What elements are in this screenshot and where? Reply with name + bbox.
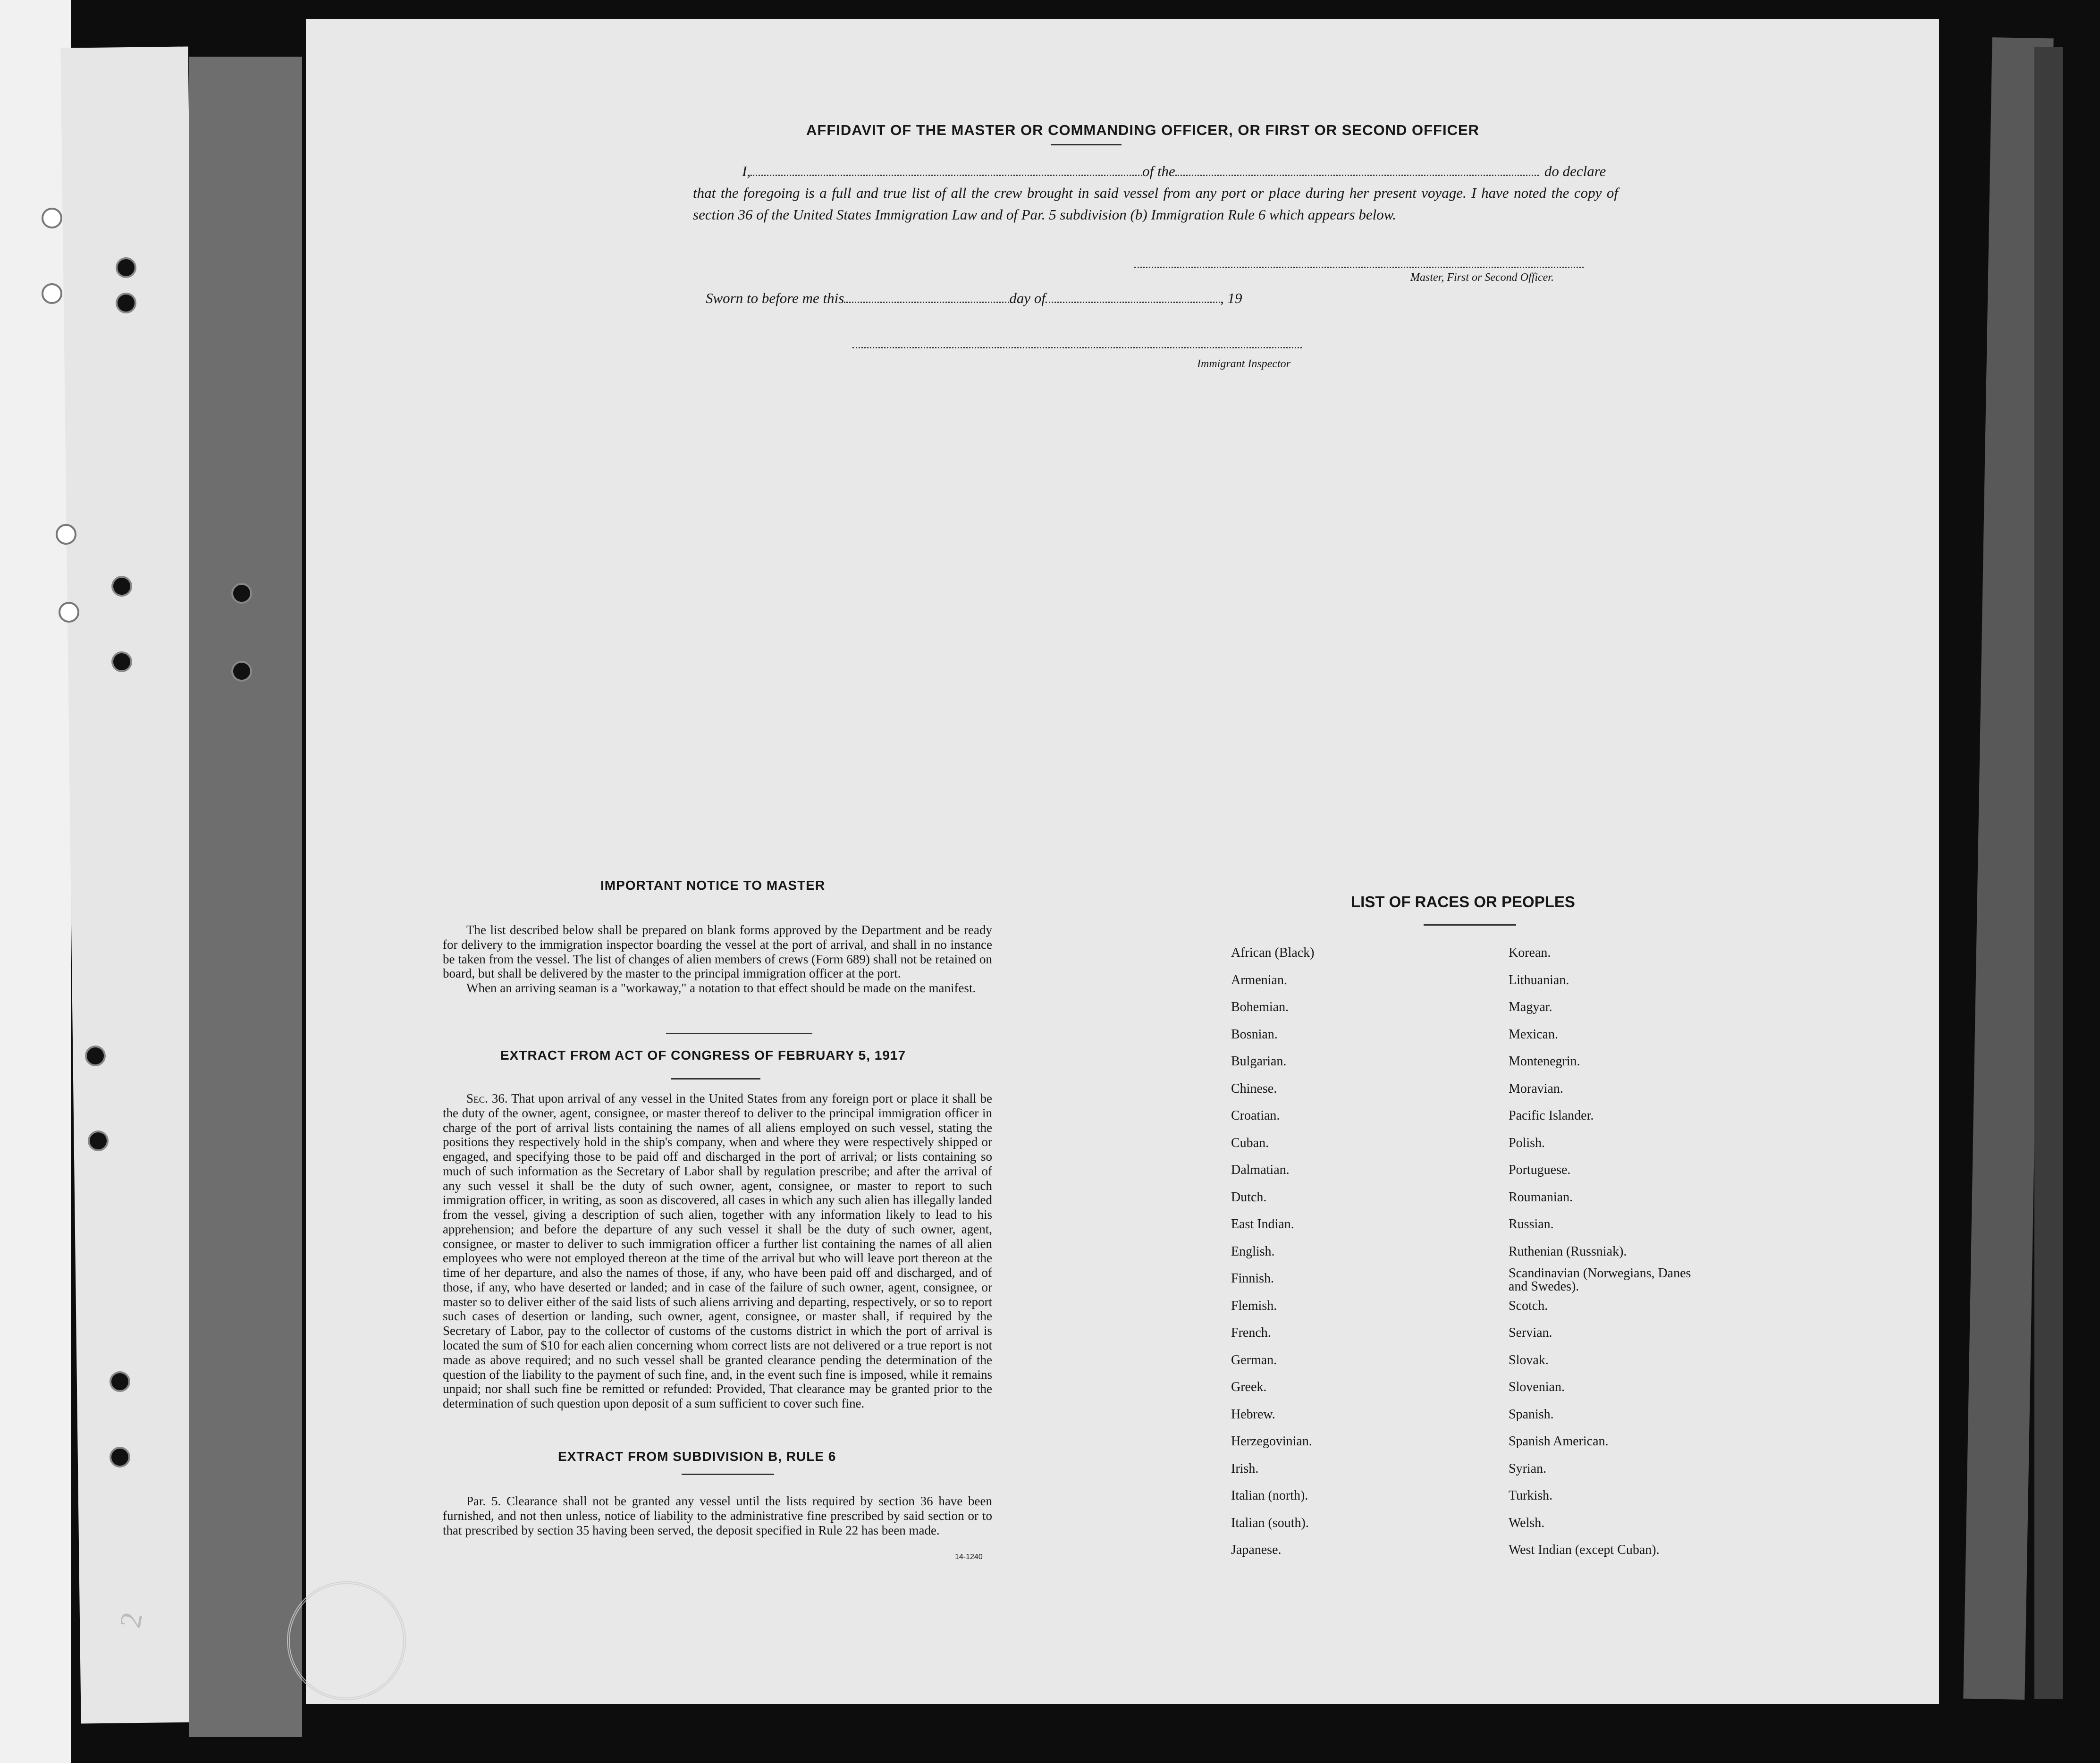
race-item: Roumanian. <box>1509 1189 1573 1205</box>
notice-body <box>443 923 992 995</box>
races-right-column <box>1509 939 1707 1564</box>
punch-hole <box>42 283 62 304</box>
race-item: Ruthenian (Russniak). <box>1509 1244 1627 1259</box>
notice-paragraph-text: The list described below shall be prepared on blank forms approved by the Department and be ready for delivery to the immigration inspector boarding the vessel at the port of arrival, and shall in no instance be taken from the vessel. The list of changes of alien members of crews (Form 689) shall not be retained on board, but shall be delivered by the master to the principal immigration officer at the port. <box>443 923 992 981</box>
race-item: Scandinavian (Norwegians, Danes and Swedes). <box>1509 1266 1691 1294</box>
race-item: East Indian. <box>1231 1217 1294 1232</box>
race-item: Spanish. <box>1509 1407 1554 1422</box>
punch-hole <box>111 651 132 672</box>
inspector-label: Immigrant Inspector <box>1197 358 1290 370</box>
do-declare-label: do declare <box>1544 163 1606 179</box>
race-item: Scotch. <box>1509 1298 1548 1313</box>
race-item: Italian (north). <box>1231 1488 1308 1503</box>
race-item: Armenian. <box>1231 972 1287 987</box>
of-the-label: of the <box>1142 163 1175 179</box>
affidavit-declaration <box>693 160 1892 226</box>
race-item: English. <box>1231 1244 1275 1259</box>
punch-hole <box>116 293 136 313</box>
race-item: Irish. <box>1231 1461 1259 1476</box>
section-36-body: That upon arrival of any vessel in the United States from any foreign port or place it shall be the duty of the owner, agent, consignee, or master thereof to deliver to the principal immigration officer in charge of the port of arrival lists containing the names of all aliens employed on such vessel, stating the positions they respectively hold in the ship's company, when and where they were respectively shipped or engaged, and specifying those to be paid off and discharged in the port of arrival; or lists containing so much of such information as the Secretary of Labor shall by regulation prescribe; and after the arrival of any such vessel it shall be the duty of such owner, agent, consignee, or master to report to such immigration officer, in writing, as soon as discovered, all cases in which any such alien has illegally landed from the vessel, giving a description of such alien, together with any information likely to lead to his apprehension; and before the departure of any such vessel it shall be the duty of such owner, agent, consignee, or master to deliver to such immigration officer a further list containing the names of all alien employees who were not employed thereon at the time of the arrival but who will leave port thereon at the time of her departure, and also the names of those, if any, who have been paid off and discharged, and of those, if any, who have deserted or landed; and in case of the failure of such owner, agent, consignee, or master so to deliver either of the said lists of such aliens arriving and departing, respectively, or so to report such cases of desertion or landing, such owner, agent, consignee, or master shall, if required by the Secretary of Labor, pay to the collector of customs of the customs district in which the port of arrival is located the sum of $10 for each alien concerning whom correct lists are not delivered or a true report is not made as above required; and no such vessel shall be granted clearance pending the determination of the question of the liability to the payment of such fine, and, in the event such fine is imposed, while it remains unpaid; nor shall such fine be remitted or refunded: Provided, That clearance may be granted prior to the determination of such question upon deposit of a sum sufficient to cover such fine. <box>443 1091 992 1411</box>
race-item: Finnish. <box>1231 1271 1274 1286</box>
race-item: Lithuanian. <box>1509 972 1569 987</box>
race-item: Mexican. <box>1509 1027 1558 1042</box>
divider <box>1051 144 1122 145</box>
race-item: Slovak. <box>1509 1352 1549 1367</box>
vessel-name-field[interactable] <box>1175 175 1539 176</box>
affidavit-i-label: I, <box>742 163 751 179</box>
race-item: Portuguese. <box>1509 1163 1571 1177</box>
sworn-year-label: , 19 <box>1220 290 1242 306</box>
sworn-line <box>706 290 1242 307</box>
extract-rule-title: EXTRACT FROM SUBDIVISION B, RULE 6 <box>558 1449 836 1464</box>
race-item: Pacific Islander. <box>1509 1108 1594 1123</box>
extract-act-title: EXTRACT FROM ACT OF CONGRESS OF FEBRUARY 5, 1917 <box>500 1048 906 1063</box>
notice-paragraph <box>443 923 992 981</box>
punch-hole <box>42 208 62 228</box>
race-item: Italian (south). <box>1231 1515 1309 1530</box>
race-item: Slovenian. <box>1509 1380 1565 1394</box>
divider <box>671 1078 760 1080</box>
rule-6-paragraph <box>443 1494 992 1537</box>
punch-hole <box>59 602 79 623</box>
race-item: Polish. <box>1509 1135 1545 1150</box>
embossed-seal <box>287 1581 406 1700</box>
affidavit-body: that the foregoing is a full and true list of all the crew brought in said vessel from any port or place during her present voyage. I have noted the copy of section 36 of the United States Immigration Law and of Par. 5 subdivision (b) Immigration Rule 6 which appears below. <box>693 185 1618 223</box>
right-sheet-shadow <box>2034 47 2063 1699</box>
punch-hole <box>110 1371 130 1392</box>
punch-hole <box>231 661 252 682</box>
race-item: Bulgarian. <box>1231 1054 1287 1069</box>
document-page <box>306 19 1939 1704</box>
sworn-prefix: Sworn to before me this <box>706 290 844 306</box>
race-item: Dutch. <box>1231 1189 1267 1205</box>
inspector-signature-field[interactable] <box>852 347 1302 348</box>
master-signature-field[interactable] <box>1134 267 1584 268</box>
punch-hole <box>111 576 132 597</box>
race-item: Croatian. <box>1231 1108 1280 1123</box>
race-item: Greek. <box>1231 1380 1267 1394</box>
section-36-text <box>443 1091 992 1411</box>
race-item: Russian. <box>1509 1217 1554 1232</box>
punch-hole <box>116 257 136 278</box>
punch-hole <box>88 1130 109 1151</box>
race-item: Flemish. <box>1231 1298 1277 1313</box>
section-36-paragraph <box>443 1091 992 1411</box>
race-item: Bohemian. <box>1231 1000 1289 1014</box>
notice-paragraph <box>443 981 992 995</box>
race-item: Syrian. <box>1509 1461 1547 1476</box>
rule-6-body: Par. 5. Clearance shall not be granted any vessel until the lists required by section 36 have been furnished, and not then unless, notice of liability to the administrative fine prescribed by said section or to that prescribed by section 35 having been served, the deposit specified in Rule 22 has been made. <box>443 1494 992 1537</box>
divider <box>666 1033 812 1034</box>
punch-hole <box>56 524 76 545</box>
race-item: West Indian (except Cuban). <box>1509 1543 1660 1557</box>
left-sheet-edge <box>0 0 71 1763</box>
declaration-line <box>693 160 1892 182</box>
punch-hole <box>110 1447 130 1468</box>
master-name-field[interactable] <box>751 175 1142 176</box>
punch-hole <box>231 583 252 604</box>
race-item: Magyar. <box>1509 1000 1552 1014</box>
rule-6-text <box>443 1494 992 1537</box>
race-item: Cuban. <box>1231 1135 1269 1150</box>
affidavit-title: AFFIDAVIT OF THE MASTER OR COMMANDING OFFICER, OR FIRST OR SECOND OFFICER <box>806 122 1480 138</box>
race-item: Spanish American. <box>1509 1434 1609 1449</box>
divider <box>682 1474 774 1475</box>
divider <box>1424 924 1516 926</box>
master-signature-label: Master, First or Second Officer. <box>1410 271 1554 284</box>
race-item: Chinese. <box>1231 1081 1277 1096</box>
races-left-column <box>1231 939 1429 1564</box>
sworn-day-field[interactable] <box>844 302 1009 303</box>
race-item: Hebrew. <box>1231 1407 1275 1422</box>
form-code: 14-1240 <box>955 1553 983 1561</box>
race-item: Turkish. <box>1509 1488 1553 1503</box>
notice-title: IMPORTANT NOTICE TO MASTER <box>600 878 826 893</box>
race-item: African (Black) <box>1231 945 1315 960</box>
section-label: Sec. 36. <box>466 1091 508 1105</box>
race-item: Montenegrin. <box>1509 1054 1580 1069</box>
punch-hole <box>85 1046 106 1066</box>
race-item: Japanese. <box>1231 1543 1282 1557</box>
race-item: Servian. <box>1509 1325 1552 1340</box>
handwritten-page-mark: 2 <box>113 1609 149 1630</box>
notice-paragraph-text: When an arriving seaman is a "workaway," a notation to that effect should be made on the manifest. <box>466 981 976 995</box>
race-item: Dalmatian. <box>1231 1163 1290 1177</box>
sworn-day-of-label: day of <box>1009 290 1046 306</box>
race-item: Korean. <box>1509 945 1551 960</box>
left-sheet-shadow <box>189 57 302 1737</box>
race-item: Bosnian. <box>1231 1027 1278 1042</box>
races-title: LIST OF RACES OR PEOPLES <box>1351 893 1575 911</box>
race-item: Herzegovinian. <box>1231 1434 1312 1449</box>
race-item: German. <box>1231 1352 1277 1367</box>
sworn-month-field[interactable] <box>1046 302 1220 303</box>
race-item: French. <box>1231 1325 1271 1340</box>
race-item: Moravian. <box>1509 1081 1563 1096</box>
race-item: Welsh. <box>1509 1515 1545 1530</box>
